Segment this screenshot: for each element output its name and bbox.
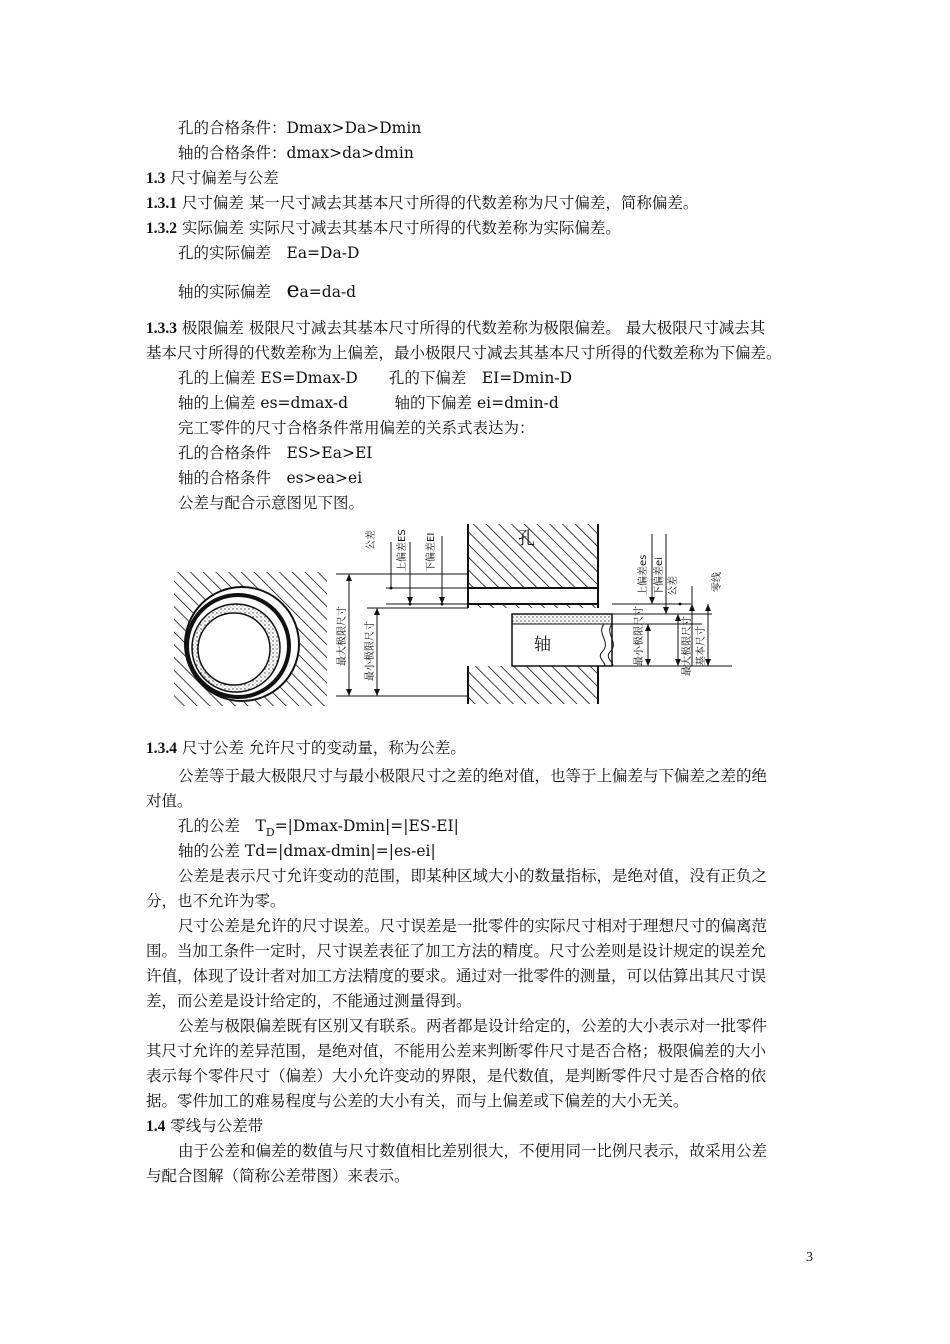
page-number: 3: [806, 1250, 813, 1265]
section-1-3-4: [146, 738, 466, 759]
section-number: 1.3.3: [146, 320, 177, 337]
section-number: 1.3: [146, 170, 166, 187]
para-1-line-1: 公差等于最大极限尺寸与最小极限尺寸之差的绝对值，也等于上偏差与下偏差之差的绝: [178, 767, 768, 785]
figure-intro: 公差与配合示意图见下图。: [178, 494, 365, 512]
label-max-limit-right: 最大极限尺寸: [682, 616, 693, 676]
label-zero-line: 零线: [712, 572, 723, 592]
section-1-3-3: [146, 318, 765, 339]
para-4-line-2: 其尺寸允许的差异范围，是绝对值，不能用公差来判断零件尺寸是否合格；极限偏差的大小: [146, 1042, 767, 1060]
para-3-line-4: 差，而公差是设计给定的，不能通过测量得到。: [146, 992, 472, 1010]
shaft-acceptance-line: 轴的合格条件：dmax>da>dmin: [178, 144, 414, 162]
section-title: 尺寸偏差与公差: [165, 169, 279, 187]
hole-label: 孔: [518, 529, 535, 549]
hole-condition: 孔的合格条件 ES>Ea>EI: [178, 444, 373, 462]
hole-limit-deviations: 孔的上偏差 ES=Dmax-D 孔的下偏差 EI=Dmin-D: [178, 369, 573, 387]
label-tolerance-right: 公差: [668, 576, 679, 596]
section-text: 极限偏差 极限尺寸减去其基本尺寸所得的代数差称为极限偏差。 最大极限尺寸减去其: [177, 319, 766, 337]
section-1-3-2: [146, 218, 621, 239]
label-min-limit-right: 最小极限尺寸: [634, 606, 645, 666]
label-max-limit-left: 最大极限尺寸: [337, 606, 348, 666]
label-lower-dev-ei-left: 下偏差EI: [426, 532, 437, 572]
label-basic-size: 基本尺寸: [696, 626, 707, 666]
section-1-3-3-cont: 基本尺寸所得的代数差称为上偏差，最小极限尺寸减去其基本尺寸所得的代数差称为下偏差。: [146, 344, 782, 362]
section-title: 零线与公差带: [165, 1117, 264, 1135]
section-1-3-1: [146, 193, 698, 214]
para-5-line-1: 由于公差和偏差的数值与尺寸数值相比差别很大，不便用同一比例尺表示，故采用公差: [178, 1142, 768, 1160]
para-4-line-4: 据。零件加工的难易程度与公差的大小有关，而与上偏差或下偏差的大小无关。: [146, 1092, 689, 1110]
label-upper-dev-es-right: 上偏差es: [638, 554, 649, 596]
para-3-line-3: 许值，体现了设计者对加工方法精度的要求。通过对一批零件的测量，可以估算出其尺寸误: [146, 967, 767, 985]
tolerance-fit-diagram: [172, 516, 738, 706]
formula: =|Dmax-Dmin|=|ES-EI|: [274, 817, 459, 835]
shaft-actual-deviation: [178, 278, 357, 303]
para-3-line-2: 围。当加工条件一定时，尺寸误差表征了加工方法的精度。尺寸公差则是设计规定的误差允: [146, 942, 767, 960]
shaft-limit-deviations: 轴的上偏差 es=dmax-d 轴的下偏差 ei=dmin-d: [178, 394, 559, 412]
shaft-body: [512, 614, 613, 666]
section-text: 尺寸公差 允许尺寸的变动量，称为公差。: [177, 739, 466, 757]
para-5-line-2: 与配合图解（简称公差带图）来表示。: [146, 1167, 410, 1185]
subscript: D: [265, 826, 275, 839]
section-number: 1.3.2: [146, 220, 177, 237]
label: 孔的公差 T: [178, 817, 266, 835]
section-1-4-heading: [146, 1116, 263, 1137]
para-2-line-2: 分，也不允许为零。: [146, 892, 286, 910]
para-4-line-3: 表示每个零件尺寸（偏差）大小允许变动的界限，是代数值，是判断零件尺寸是否合格的依: [146, 1067, 767, 1085]
hole-actual-deviation: 孔的实际偏差 Ea=Da-D: [178, 244, 360, 262]
finished-part-line: 完工零件的尺寸合格条件常用偏差的关系式表达为：: [178, 419, 535, 437]
section-text: 尺寸偏差 某一尺寸减去其基本尺寸所得的代数差称为尺寸偏差，简称偏差。: [177, 194, 699, 212]
hole-acceptance-line: 孔的合格条件：Dmax>Da>Dmin: [178, 119, 422, 137]
section-1-3-heading: [146, 168, 279, 189]
para-3-line-1: 尺寸公差是允许的尺寸误差。尺寸误差是一批零件的实际尺寸相对于理想尺寸的偏离范: [178, 917, 768, 935]
label-tolerance-left: 公差: [366, 530, 377, 550]
para-4-line-1: 公差与极限偏差既有区别又有联系。两者都是设计给定的，公差的大小表示对一批零件: [178, 1017, 768, 1035]
cross-section-view: [174, 572, 327, 706]
shaft-label: 轴: [534, 635, 551, 655]
label-lower-dev-ei-right: 下偏差ei: [654, 557, 665, 596]
shaft-condition: 轴的合格条件 es>ea>ei: [178, 469, 363, 487]
right-dimensions: [612, 534, 732, 666]
para-2-line-1: 公差是表示尺寸允许变动的范围，即某种区域大小的数量指标，是绝对值，没有正负之: [178, 867, 768, 885]
section-number: 1.4: [146, 1118, 166, 1135]
para-1-line-2: 对值。: [146, 792, 193, 810]
section-number: 1.3.1: [146, 195, 177, 212]
label-min-limit-left: 最小极限尺寸: [365, 621, 376, 681]
section-text: 实际偏差 实际尺寸减去其基本尺寸所得的代数差称为实际偏差。: [177, 219, 621, 237]
label: 轴的实际偏差: [178, 283, 287, 301]
shaft-tolerance: 轴的公差 Td=|dmax-dmin|=|es-ei|: [178, 842, 436, 860]
section-number: 1.3.4: [146, 740, 177, 757]
formula-e: e: [286, 278, 300, 303]
formula-rest: a=da-d: [299, 283, 357, 301]
hole-tolerance: [178, 816, 459, 843]
label-upper-dev-es-left: 上偏差ES: [397, 529, 408, 572]
